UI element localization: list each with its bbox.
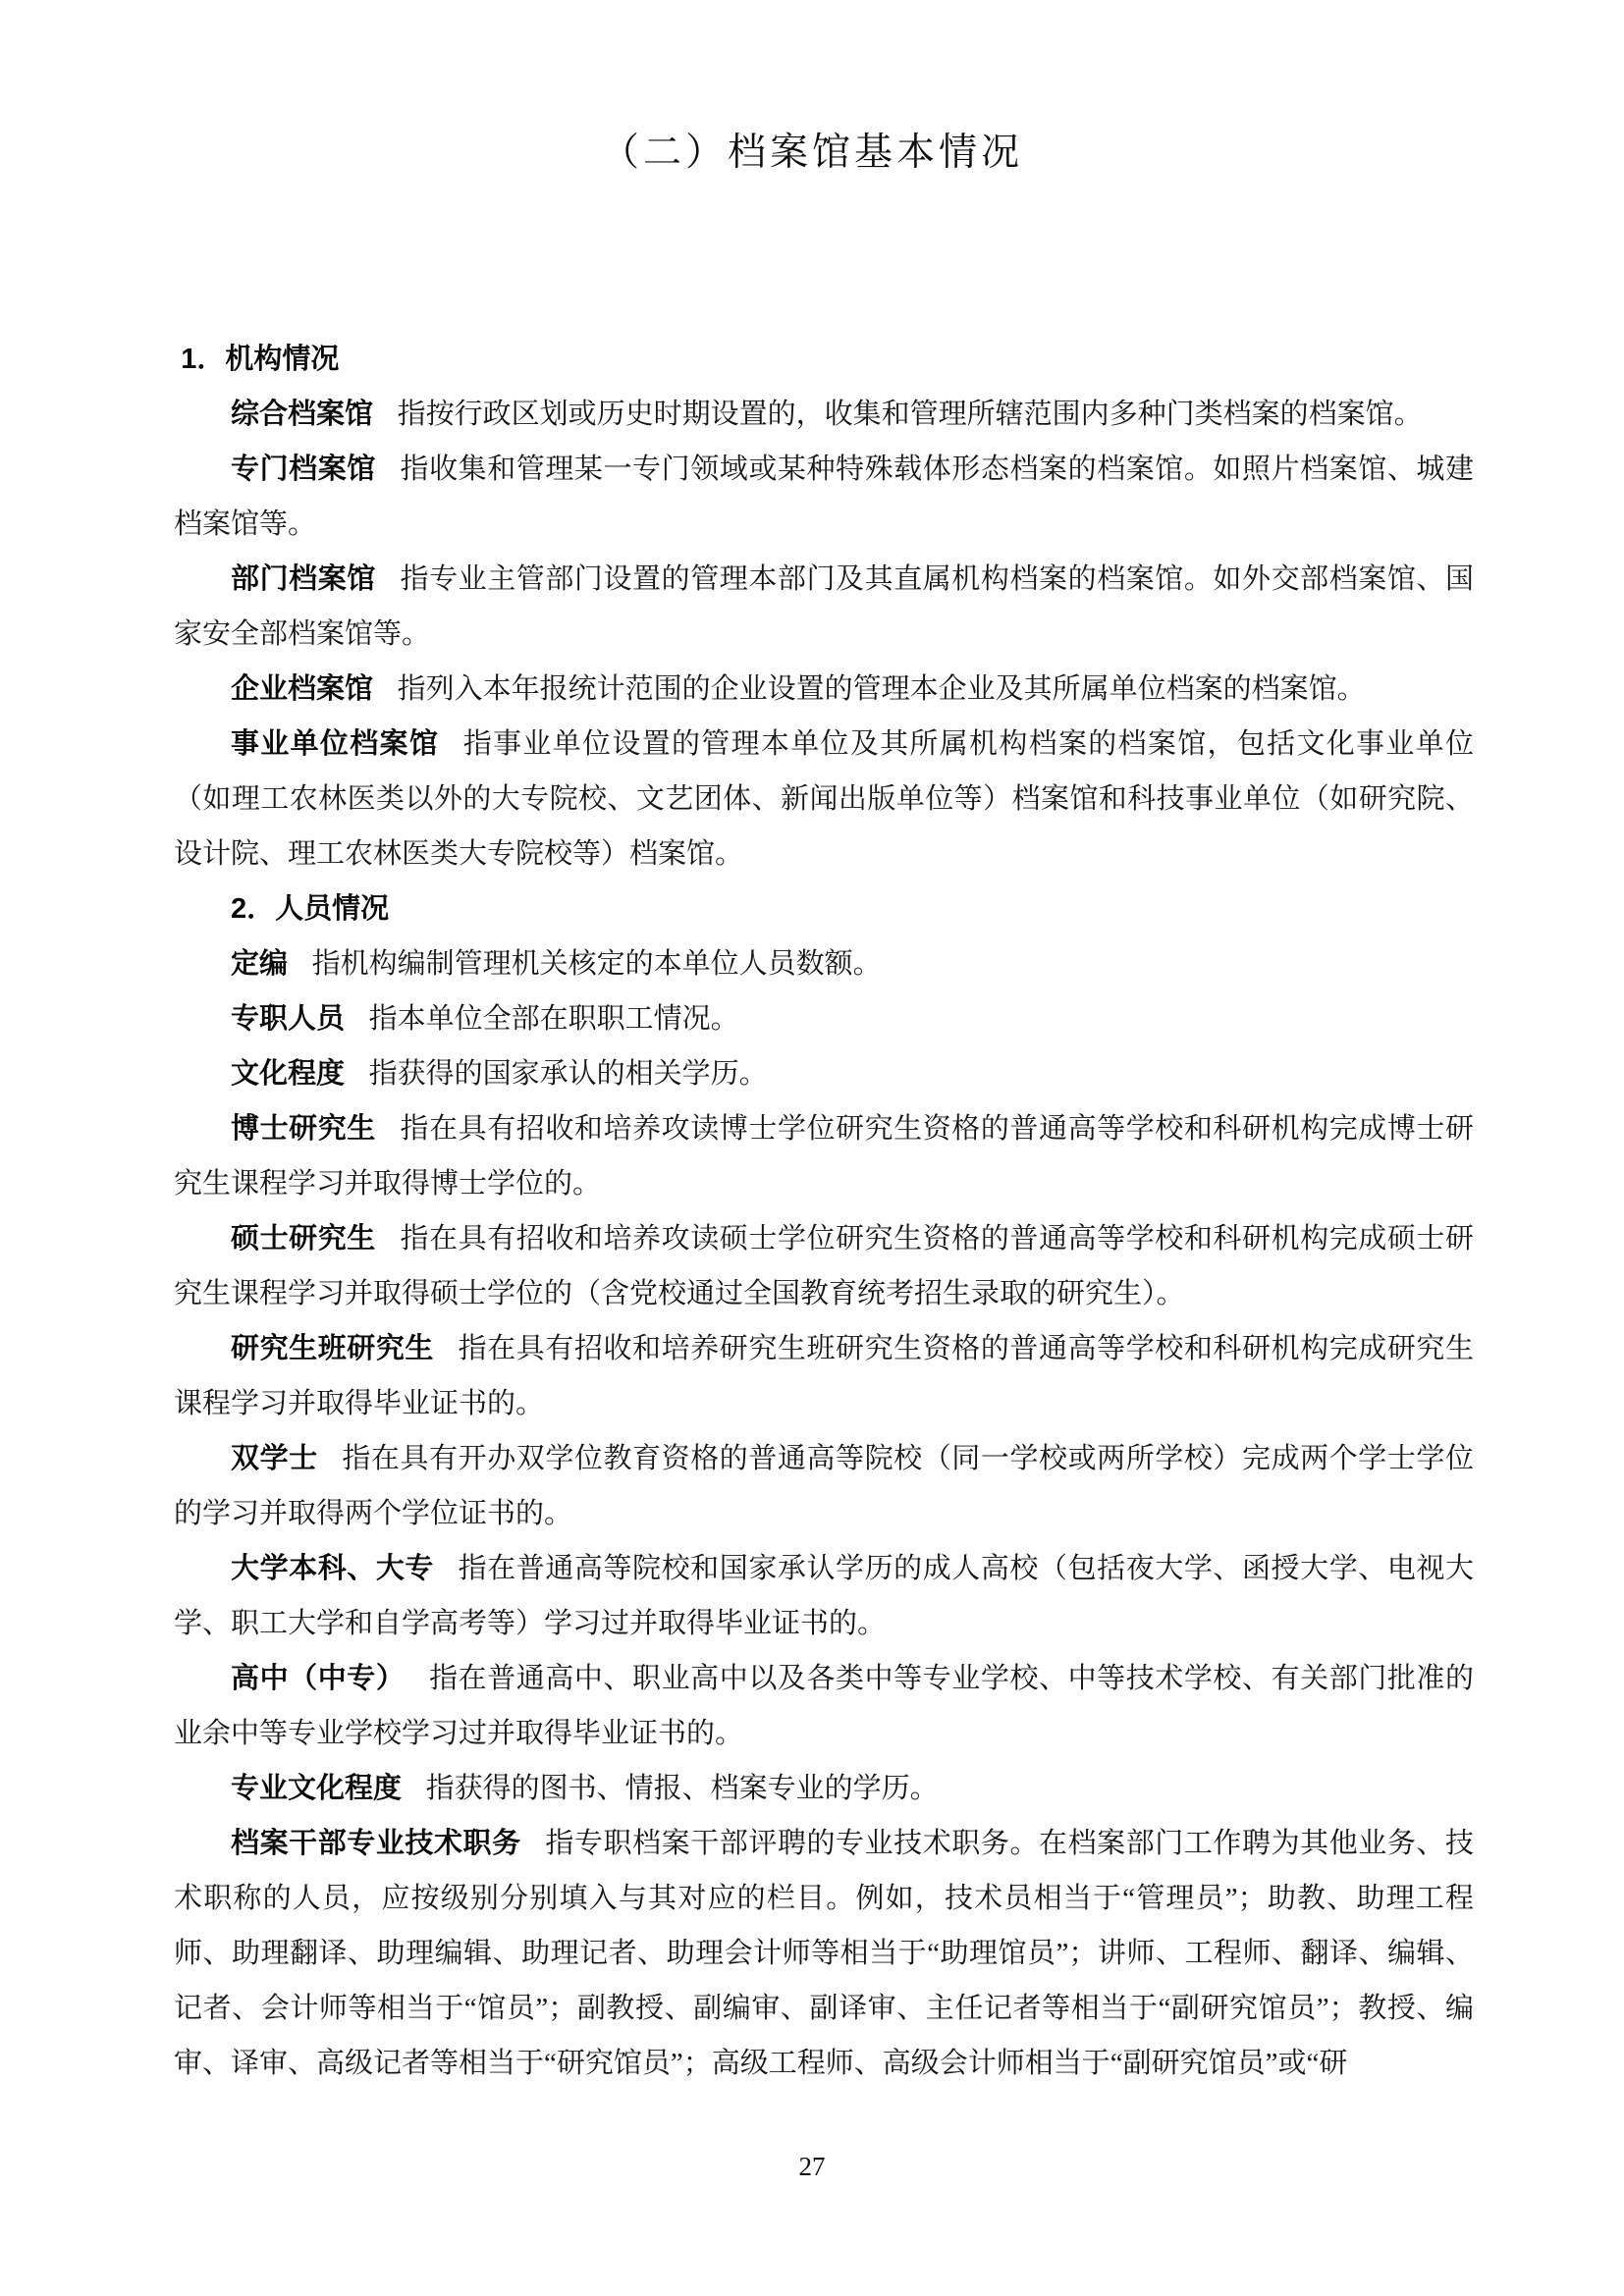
definition-paragraph (174, 1761, 1474, 1816)
term-label: 双学士 (231, 1443, 318, 1474)
definition-text: 指事业单位设置的管理本单位及其所属机构档案的档案馆，包括文化事业单位（如理工农林医类以外的大专院校、文艺团体、新闻出版单位等）档案馆和科技事业单位（如研究院、设计院、理工农林医类大专院校等）档案馆。 (174, 728, 1474, 870)
definition-paragraph (174, 1541, 1474, 1651)
definition-text: 指按行政区划或历史时期设置的，收集和管理所辖范围内多种门类档案的档案馆。 (397, 399, 1423, 430)
definition-text: 指专职档案干部评聘的专业技术职务。在档案部门工作聘为其他业务、技术职称的人员，应按级别分别填入与其对应的栏目。例如，技术员相当于“管理员”；助教、助理工程师、助理翻译、助理编辑、助理记者、助理会计师等相当于“助理馆员”；讲师、工程师、翻译、编辑、记者、会计师等相当于“馆员”；副教授、副编审、副译审、主任记者等相当于“副研究馆员”；教授、编审、译审、高级记者等相当于“研究馆员”；高级工程师、高级会计师相当于“副研究馆员”或“研 (174, 1828, 1474, 2079)
definition-paragraph (174, 1431, 1474, 1541)
term-label: 定编 (231, 948, 289, 980)
definition-text: 指在具有招收和培养研究生班研究生资格的普通高等学校和科研机构完成研究生课程学习并取得毕业证书的。 (174, 1333, 1474, 1419)
definition-paragraph (174, 387, 1474, 442)
term-label: 高中（中专） (231, 1663, 406, 1694)
term-label: 研究生班研究生 (231, 1333, 434, 1364)
definition-paragraph (174, 1321, 1474, 1431)
definition-paragraph (174, 1101, 1474, 1211)
term-label: 博士研究生 (231, 1113, 376, 1145)
definition-text: 指机构编制管理机关核定的本单位人员数额。 (311, 948, 882, 980)
definition-paragraph (174, 552, 1474, 662)
page-number: 27 (798, 2152, 826, 2181)
definition-text: 指本单位全部在职职工情况。 (368, 1003, 739, 1035)
term-label: 专业文化程度 (231, 1773, 403, 1804)
definition-paragraph (174, 1816, 1474, 2091)
definition-paragraph (174, 662, 1474, 717)
section-heading-1: 1．机构情况 (181, 344, 340, 375)
definition-paragraph (174, 991, 1474, 1046)
term-label: 部门档案馆 (231, 563, 376, 595)
term-label: 大学本科、大专 (231, 1553, 434, 1584)
definition-paragraph (174, 1046, 1474, 1101)
definition-paragraph (174, 936, 1474, 991)
definition-text: 指在普通高中、职业高中以及各类中等专业学校、中等技术学校、有关部门批准的业余中等专业学校学习过并取得毕业证书的。 (174, 1663, 1474, 1749)
term-label: 文化程度 (231, 1058, 346, 1090)
page-title: （二）档案馆基本情况 (600, 131, 1023, 175)
term-label: 企业档案馆 (231, 673, 374, 705)
term-label: 综合档案馆 (231, 399, 374, 430)
term-label: 硕士研究生 (231, 1223, 376, 1255)
definition-paragraph (174, 1211, 1474, 1321)
definition-text: 指在具有开办双学位教育资格的普通高等院校（同一学校或两所学校）完成两个学士学位的学习并取得两个学位证书的。 (174, 1443, 1474, 1529)
term-label: 档案干部专业技术职务 (231, 1828, 521, 1859)
definition-text: 指获得的国家承认的相关学历。 (368, 1058, 768, 1090)
definition-text: 指在具有招收和培养攻读博士学位研究生资格的普通高等学校和科研机构完成博士研究生课程学习并取得博士学位的。 (174, 1113, 1474, 1200)
section-heading-2: 2．人员情况 (231, 893, 390, 925)
term-label: 专职人员 (231, 1003, 346, 1035)
document-body (174, 332, 1474, 2091)
definition-text: 指获得的图书、情报、档案专业的学历。 (425, 1773, 939, 1804)
definition-text: 指专业主管部门设置的管理本部门及其直属机构档案的档案馆。如外交部档案馆、国家安全部档案馆等。 (174, 563, 1474, 650)
definition-paragraph (174, 1651, 1474, 1761)
definition-paragraph (174, 717, 1474, 881)
term-label: 专门档案馆 (231, 454, 376, 485)
term-label: 事业单位档案馆 (231, 728, 440, 760)
definition-text: 指列入本年报统计范围的企业设置的管理本企业及其所属单位档案的档案馆。 (397, 673, 1366, 705)
definition-text: 指在普通高等院校和国家承认学历的成人高校（包括夜大学、函授大学、电视大学、职工大学和自学高考等）学习过并取得毕业证书的。 (174, 1553, 1474, 1639)
definition-text: 指在具有招收和培养攻读硕士学位研究生资格的普通高等学校和科研机构完成硕士研究生课程学习并取得硕士学位的（含党校通过全国教育统考招生录取的研究生）。 (174, 1223, 1474, 1309)
definition-text: 指收集和管理某一专门领域或某种特殊载体形态档案的档案馆。如照片档案馆、城建档案馆等。 (174, 454, 1474, 540)
definition-paragraph (174, 442, 1474, 552)
